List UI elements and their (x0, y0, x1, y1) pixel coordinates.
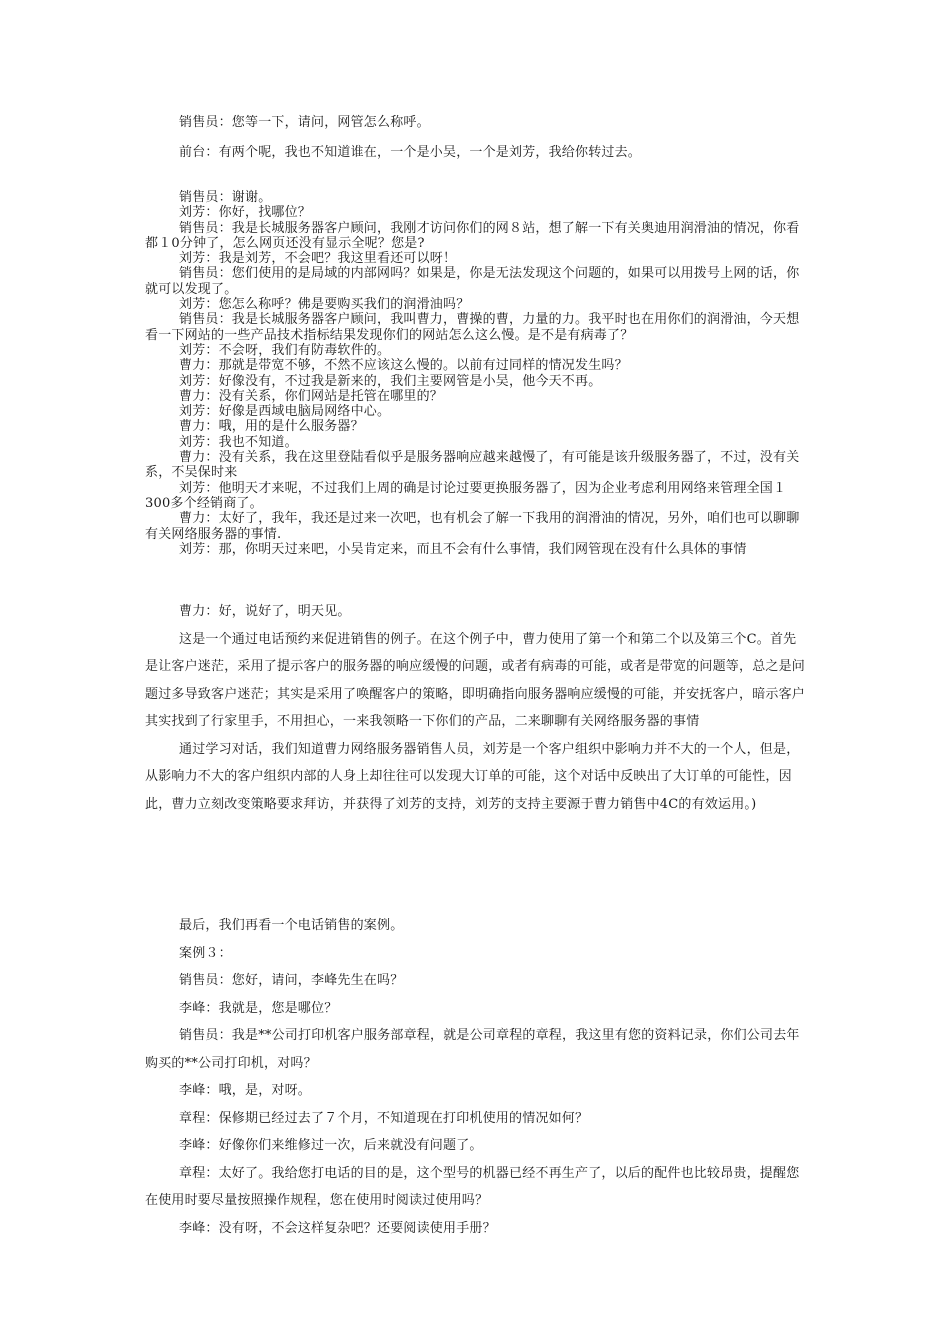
dialogue-line: 刘芳：我也不知道。 (179, 434, 298, 450)
dialogue-line: 刘芳：我是刘芳，不会吧？我这里看还可以呀！ (179, 251, 457, 267)
dialogue-line: 刘芳：那，你明天过来吧，小吴肯定来，而且不会有什么事情，我们网管现在没有什么具体的事情 (179, 541, 747, 557)
dialogue-line: 李峰：好像你们来维修过一次，后来就没有问题了。 (179, 1138, 483, 1153)
dialogue-line: 章程：太好了。我给您打电话的目的是，这个型号的机器已经不再生产了，以后的配件也比较昂贵，提醒您在使用时要尽量按照操作规程，您在使用时阅读过使用吗？ (145, 1165, 800, 1208)
dialogue-line: 曹力：太好了，我年，我还是过来一次吧，也有机会了解一下我用的润滑油的情况，另外，咱们也可以聊聊有关网络服务器的事情. (145, 511, 800, 542)
dialogue-line: 李峰：我就是，您是哪位？ (179, 1000, 338, 1016)
dialogue-line: 刘芳：好像是西域电脑局网络中心。 (179, 404, 391, 420)
dialogue-line: 销售员：我是长城服务器客户顾问，我刚才访问你们的网８站，想了解一下有关奥迪用润滑油的情况，你看都１0分钟了，怎么网页还没有显示全呢？您是? (145, 220, 800, 251)
dialogue-line: 刘芳：你好，找哪位？ (179, 205, 312, 221)
dialogue-line: 刘芳：不会呀，我们有防毒软件的。 (179, 342, 391, 358)
paragraph: 最后，我们再看一个电话销售的案例。 (179, 918, 404, 933)
case-heading: 案例３： (179, 945, 232, 961)
dialogue-line: 销售员：我是长城服务器客户顾问，我叫曹力，曹操的曹，力量的力。我平时也在用你们的润滑油，今天想看一下网站的一些产品技术指标结果发现你们的网站怎么这么慢。是不是有病毒了？ (145, 312, 800, 343)
paragraph: 这是一个通过电话预约来促进销售的例子。在这个例子中，曹力使用了第一个和第二个以及第三个C。首先是让客户迷茫，采用了提示客户的服务器的响应缓慢的问题，或者有病毒的可能，或者是带宽的问题等，总之是问题过多导致客户迷茫；其实是采用了唤醒客户的策略，即明确指向服务器响应缓慢的可能，并安抚客户，暗示客户其实找到了行家里手，不用担心，一来我领略一下你们的产品，二来聊聊有关网络服务器的事情 (145, 631, 806, 729)
case-3-block (145, 912, 805, 1242)
dialogue-line: 刘芳：好像没有，不过我是新来的，我们主要网管是小吴，他今天不再。 (179, 373, 602, 389)
section-1 (145, 108, 805, 167)
dialogue-line: 李峰：哦，是，对呀。 (179, 1083, 312, 1098)
paragraph: 通过学习对话，我们知道曹力网络服务器销售人员，刘芳是一个客户组织中影响力并不大的一个人，但是，从影响力不大的客户组织内部的人身上却往往可以发现大订单的可能，这个对话中反映出了大订单的可能性，因此，曹力立刻改变策略要求拜访，并获得了刘芳的支持，刘芳的支持主要源于曹力销售中4C的有效运用。) (145, 741, 800, 812)
dialogue-line: 销售员：谢谢。 (179, 190, 272, 205)
dialogue-line: 刘芳：您怎么称呼？佛是要购买我们的润滑油吗？ (179, 297, 470, 313)
dialogue-line: 李峰：没有呀，不会这样复杂吧？还要阅读使用手册？ (179, 1220, 496, 1236)
dialogue-line: 销售员：我是**公司打印机客户服务部章程，就是公司章程的章程，我这里有您的资料记录，你们公司去年购买的**公司打印机，对吗？ (145, 1028, 800, 1071)
dialogue-line: 销售员：您好，请问，李峰先生在吗？ (179, 973, 404, 988)
analysis-block (145, 598, 805, 818)
dialogue-line: 曹力：没有关系，你们网站是托管在哪里的？ (179, 388, 444, 404)
dialogue-block (145, 190, 805, 557)
dialogue-line: 销售员：您们使用的是局域的内部网吗？如果是，你是无法发现这个问题的，如果可以用拨号上网的话，你就可以发现了。 (145, 266, 800, 297)
paragraph: 前台：有两个呢，我也不知道谁在，一个是小吴，一个是刘芳，我给你转过去。 (179, 144, 642, 160)
dialogue-line: 曹力：没有关系，我在这里登陆看似乎是服务器响应越来越慢了，有可能是该升级服务器了，不过，没有关系，不吴保时来 (145, 450, 800, 481)
dialogue-line: 曹力：那就是带宽不够，不然不应该这么慢的。以前有过同样的情况发生吗？ (179, 358, 628, 374)
paragraph: 销售员：您等一下，请问，网管怎么称呼。 (179, 115, 430, 130)
dialogue-line: 刘芳：他明天才来呢，不过我们上周的确是讨论过要更换服务器了，因为企业考虑利用网络来管理全国１300多个经销商了。 (145, 480, 787, 511)
dialogue-line: 曹力：哦，用的是什么服务器？ (179, 419, 364, 435)
paragraph: 曹力：好，说好了，明天见。 (179, 604, 351, 619)
dialogue-line: 章程：保修期已经过去了７个月，不知道现在打印机使用的情况如何？ (179, 1110, 589, 1126)
